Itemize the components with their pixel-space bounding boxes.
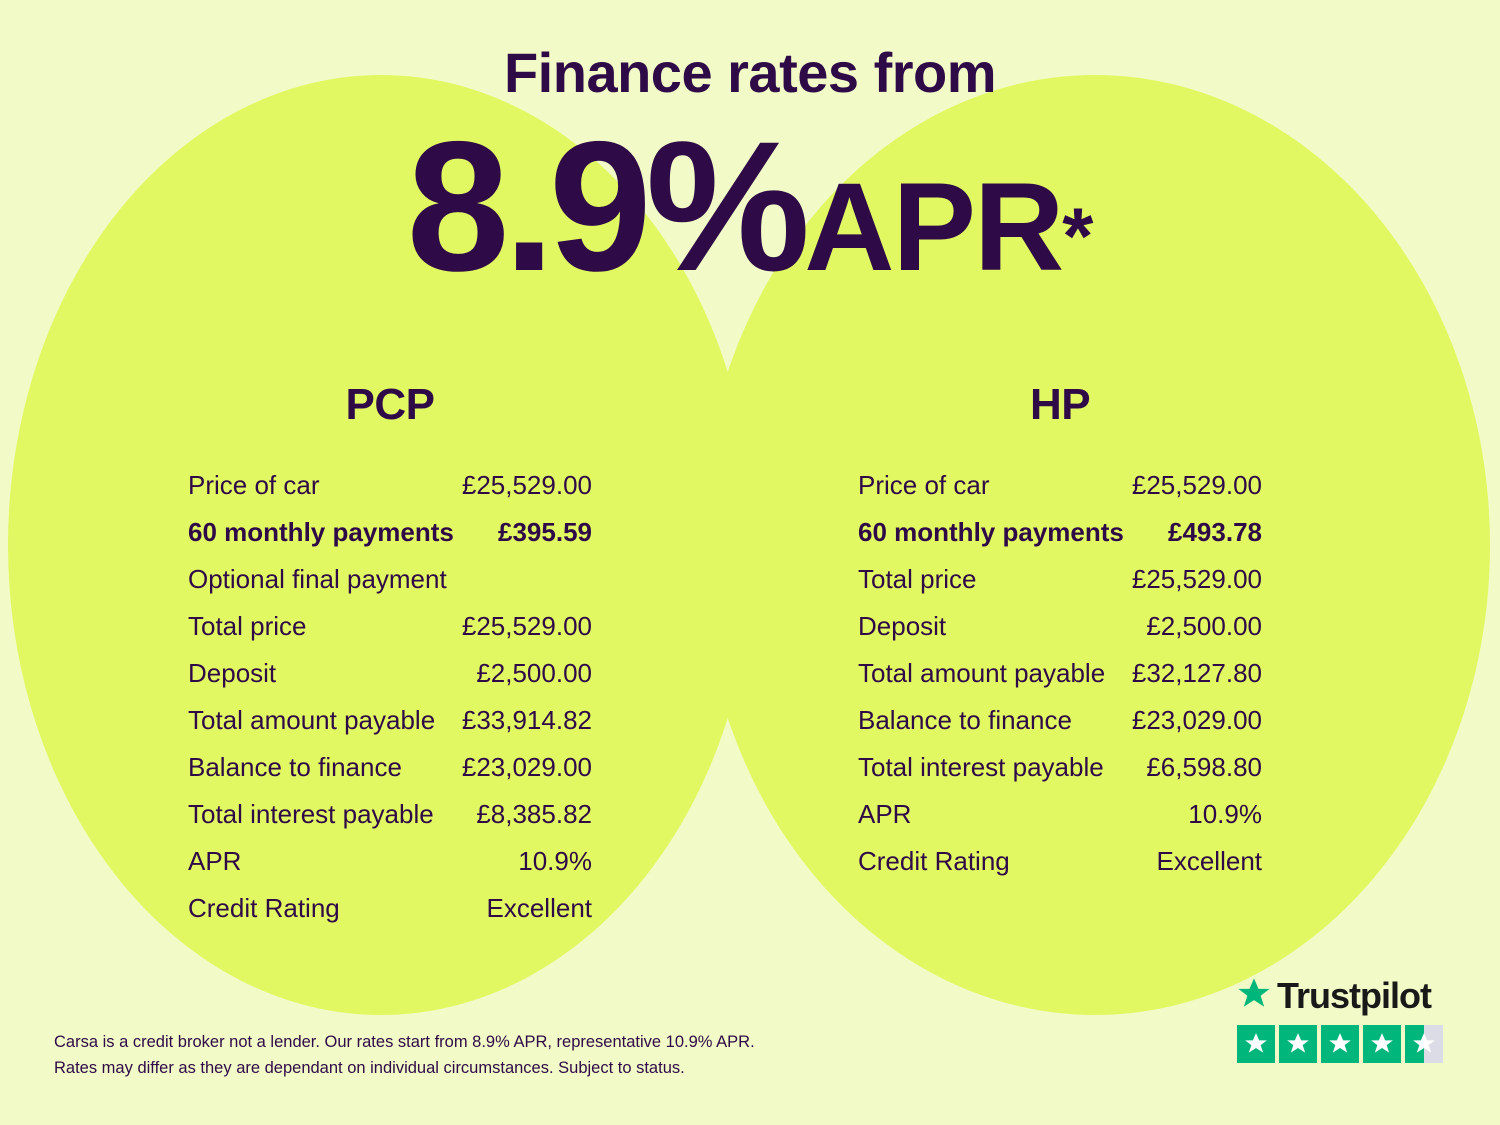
row-label: Total price [858,564,977,594]
row-value: 10.9% [518,846,592,876]
table-row [780,744,1340,791]
disclaimer-line-1: Carsa is a credit broker not a lender. Our rates start from 8.9% APR, representative 10.9% APR. [54,1033,755,1051]
row-label: Total price [188,611,307,641]
star-icon [1237,1025,1275,1063]
trustpilot-rating[interactable] [1237,975,1452,1063]
star-icon [1363,1025,1401,1063]
table-row [110,838,670,885]
column-title-hp: HP [1029,380,1091,429]
finance-column-hp [780,380,1340,885]
row-label: Balance to finance [858,705,1072,735]
row-label: Deposit [188,658,277,688]
table-row [110,509,670,556]
star-icon [1279,1025,1317,1063]
apr-asterisk: * [1062,191,1094,281]
apr-rate-display [0,104,1500,310]
table-row [780,462,1340,509]
star-half-icon [1405,1025,1443,1063]
apr-rate-value: 8.9% [406,104,805,310]
trustpilot-star-icon [1237,977,1271,1016]
table-row [110,603,670,650]
trustpilot-stars [1237,1025,1452,1063]
row-value: £2,500.00 [476,658,592,688]
table-row [110,744,670,791]
table-row [780,697,1340,744]
row-value: Excellent [486,893,592,923]
row-value: £493.78 [1168,517,1262,547]
row-value: 10.9% [1188,799,1262,829]
table-row [780,791,1340,838]
row-label: Price of car [188,470,320,500]
row-value: £6,598.80 [1146,752,1262,782]
row-value: £8,385.82 [476,799,592,829]
table-row [780,838,1340,885]
table-row [780,509,1340,556]
table-row [780,603,1340,650]
row-label: APR [858,799,912,829]
table-row [780,650,1340,697]
row-label: Total interest payable [188,799,434,829]
row-label: Total amount payable [188,705,436,735]
row-value: £25,529.00 [461,470,592,500]
row-label: Deposit [858,611,947,641]
apr-label: APR [804,158,1063,297]
disclaimer-line-2: Rates may differ as they are dependant on individual circumstances. Subject to status. [54,1058,685,1077]
table-row [110,697,670,744]
row-value: £33,914.82 [461,705,592,735]
finance-column-pcp [110,380,670,932]
row-label: APR [188,846,242,876]
row-label: Balance to finance [188,752,402,782]
row-label: Credit Rating [858,846,1010,876]
row-value: £2,500.00 [1146,611,1262,641]
table-row [110,791,670,838]
row-value: £25,529.00 [1131,564,1262,594]
row-label: Optional final payment [188,564,447,594]
row-value: Excellent [1156,846,1262,876]
row-value: £25,529.00 [461,611,592,641]
row-value: £23,029.00 [1131,705,1262,735]
row-value: £32,127.80 [1131,658,1262,688]
table-row [110,650,670,697]
star-icon [1321,1025,1359,1063]
column-title-pcp: PCP [345,380,435,429]
row-label: 60 monthly payments [188,517,454,547]
row-label: Credit Rating [188,893,340,923]
trustpilot-logo [1237,975,1452,1017]
row-value: £395.59 [498,517,592,547]
row-label: Total interest payable [858,752,1104,782]
page-title: Finance rates from [503,41,997,104]
row-label: 60 monthly payments [858,517,1124,547]
row-label: Total amount payable [858,658,1106,688]
row-value: £25,529.00 [1131,470,1262,500]
table-row [110,556,670,603]
disclaimer-text [54,1030,854,1081]
table-row [110,462,670,509]
table-row [110,885,670,932]
table-row [780,556,1340,603]
row-value: £23,029.00 [461,752,592,782]
row-label: Price of car [858,470,990,500]
trustpilot-wordmark: Trustpilot [1277,975,1431,1016]
